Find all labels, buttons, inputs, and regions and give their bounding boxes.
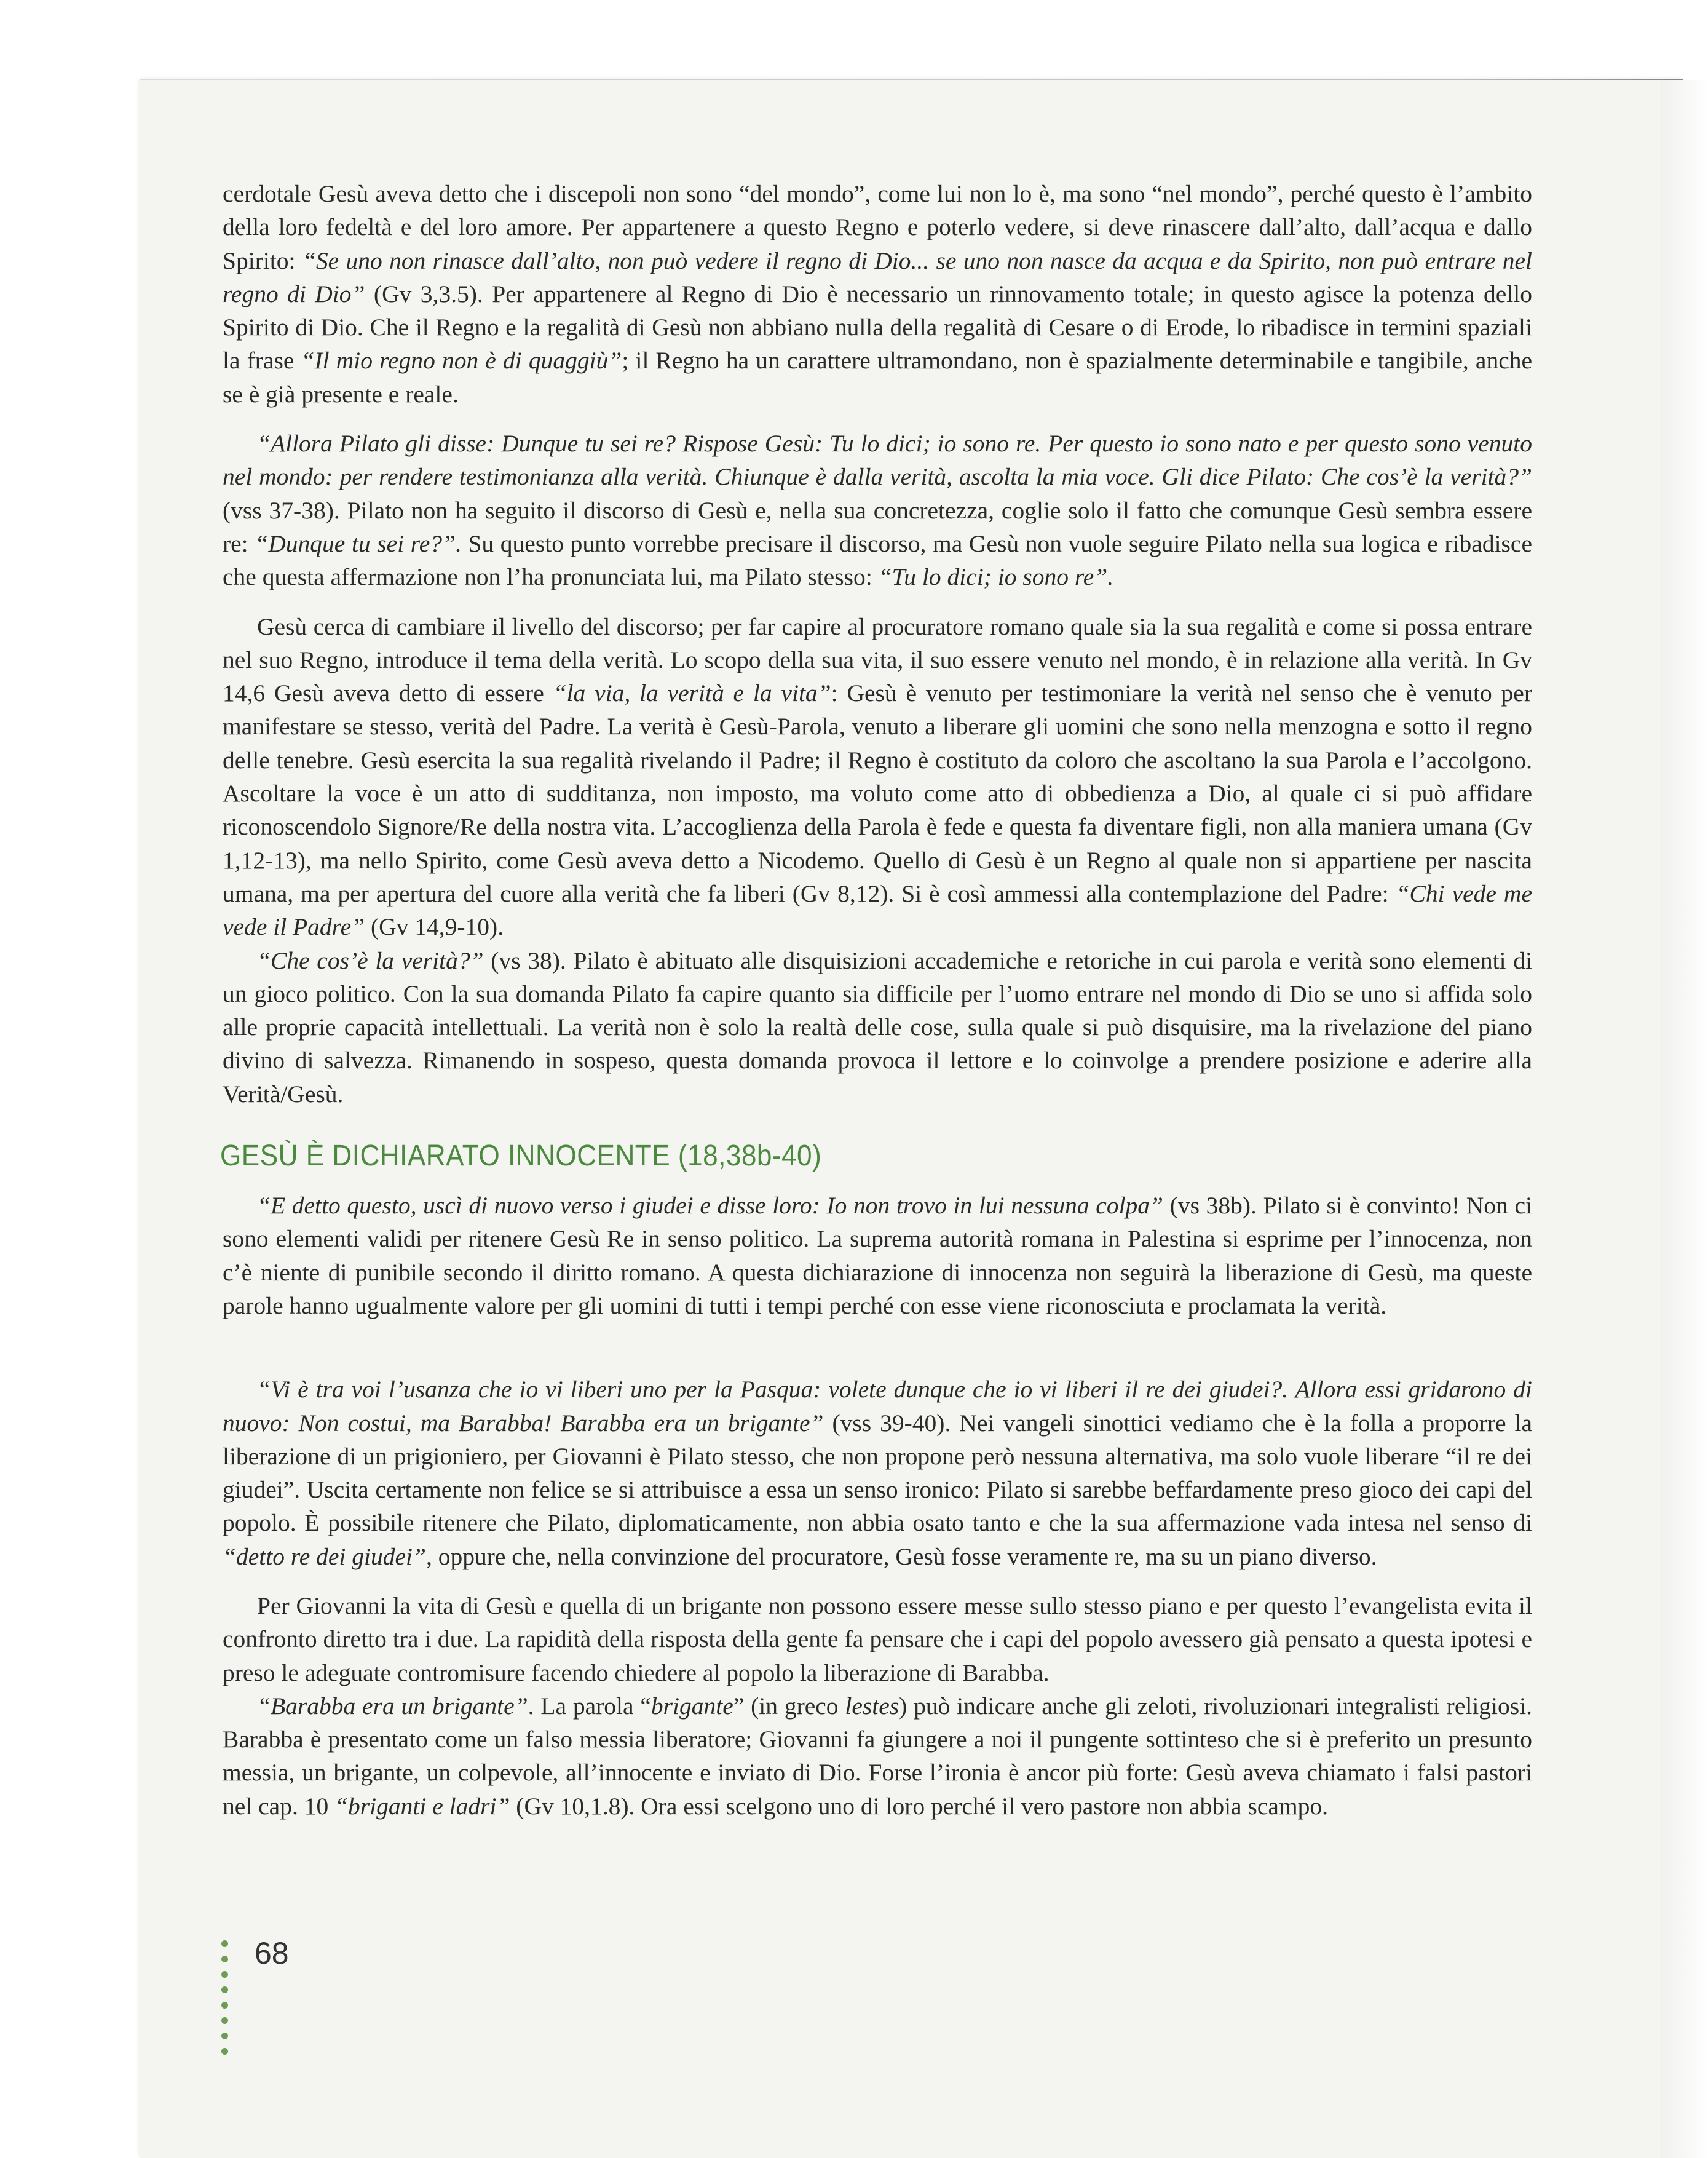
italic-quote: lestes bbox=[845, 1692, 899, 1720]
dot-icon bbox=[221, 1971, 228, 1978]
dot-icon bbox=[221, 1956, 228, 1962]
italic-quote: “Se uno non rinasce dall’alto, non può vedere il regno di Dio... se uno non nasce da acqua e da Spirito, non può entrare nel regno di Dio” bbox=[223, 247, 1532, 307]
text-run: Gesù cerca di cambiare il livello del discorso; per far capire al procuratore romano quale sia la sua regalità e come si possa entrare nel suo Regno, introduce il tema della verità. Lo scopo della sua vita, il suo essere venuto nel mondo, è in relazione alla verità. In Gv 14,6 Gesù aveva detto di essere bbox=[223, 613, 1532, 707]
text-run: (Gv 10,1.8). Ora essi scelgono uno di loro perché il vero pastore non abbia scampo. bbox=[510, 1792, 1329, 1820]
italic-quote: “Barabba era un brigante” bbox=[257, 1692, 528, 1720]
section-heading: GESÙ È DICHIARATO INNOCENTE (18,38b-40) bbox=[220, 1140, 822, 1173]
paragraph bbox=[223, 1589, 1532, 1689]
text-run: (Gv 3,3.5). Per appartenere al Regno di Dio è necessario un rinnovamento totale; in questo agisce la potenza dello Spirito di Dio. Che il Regno e la regalità di Gesù non abbiano nulla della regalità di Cesare o di Erode, lo ribadisce in termini spaziali la frase bbox=[223, 280, 1532, 375]
page-content bbox=[220, 177, 1533, 1839]
paragraph bbox=[223, 944, 1532, 1111]
italic-quote: “E detto questo, uscì di nuovo verso i giudei e disse loro: Io non trovo in lui nessuna colpa” bbox=[257, 1192, 1164, 1220]
dot-icon bbox=[221, 2017, 228, 2024]
text-run: ; il Regno ha un carattere ultramondano, non è spazialmente determinabile e tangibile, anche se è già presente e reale. bbox=[223, 347, 1533, 408]
text-run: Su questo punto vorrebbe precisare il discorso, ma Gesù non vuole seguire Pilato nella sua logica e ribadisce che questa affermazione non l’ha pronunciata lui, ma Pilato stesso: bbox=[223, 530, 1532, 591]
italic-quote: “Il mio regno non è di quaggiù” bbox=[301, 347, 622, 375]
italic-quote: “la via, la verità e la vita” bbox=[553, 680, 831, 707]
text-run: (Gv 14,9-10). bbox=[365, 913, 504, 941]
dot-icon bbox=[221, 1940, 228, 1947]
dot-icon bbox=[221, 1986, 228, 1993]
text-run: (vss 37-38). Pilato non ha seguito il discorso di Gesù e, nella sua concretezza, coglie solo il fatto che comunque Gesù sembra essere re: bbox=[223, 496, 1532, 557]
paragraph bbox=[223, 177, 1532, 411]
italic-quote: “detto re dei giudei” bbox=[223, 1542, 426, 1570]
paragraph bbox=[223, 1373, 1532, 1573]
text-run: cerdotale Gesù aveva detto che i discepoli non sono “del mondo”, come lui non lo è, ma sono “nel mondo”, perché questo è l’ambito della loro fedeltà e del loro amore. Per appartenere a questo Regno e poterlo vedere, si deve rinascere dall’alto, dall’acqua e dallo Spirito: bbox=[223, 180, 1532, 274]
paragraph bbox=[223, 1189, 1532, 1322]
text-run: : Gesù è venuto per testimoniare la verità nel senso che è venuto per manifestare se stesso, verità del Padre. La verità è Gesù-Parola, venuto a liberare gli uomini che sono nella menzogna e sotto il regno delle tenebre. Gesù esercita la sua regalità rivelando il Padre; il Regno è costituto da coloro che ascoltano la sua Parola e l’accolgono. Ascoltare la voce è un atto di sudditanza, non imposto, ma voluto come atto di obbedienza a Dio, al quale ci si può affidare riconoscendolo Signore/Re della nostra vita. L’accoglienza della Parola è fede e questa fa diventare figli, non alla maniera umana (Gv 1,12-13), ma nello Spirito, come Gesù aveva detto a Nicodemo. Quello di Gesù è un Regno al quale non si appartiene per nascita umana, ma per apertura del cuore alla verità che fa liberi (Gv 8,12). Si è così ammessi alla contemplazione del Padre: bbox=[223, 680, 1532, 907]
text-run: Per Giovanni la vita di Gesù e quella di un brigante non possono essere messe sullo stesso piano e per questo l’evangelista evita il confronto diretto tra i due. La rapidità della risposta della gente fa pensare che i capi del popolo avessero già pensato a questa ipotesi e preso le adeguate contromisure facendo chiedere al popolo la liberazione di Barabba. bbox=[223, 1592, 1532, 1686]
text-run: (vs 38). Pilato è abituato alle disquisizioni accademiche e retoriche in cui parola e verità sono elementi di un gioco politico. Con la sua domanda Pilato fa capire quanto sia difficile per l’uomo entrare nel mondo di Dio se uno si affida solo alle proprie capacità intellettuali. La verità non è solo la realtà delle cose, sulla quale si può disquisire, ma la rivelazione del piano divino di salvezza. Rimanendo in sospeso, questa domanda provoca il lettore e lo coinvolge a prendere posizione e aderire alla Verità/Gesù. bbox=[223, 946, 1532, 1108]
dot-icon bbox=[221, 2048, 228, 2055]
paragraph bbox=[223, 1689, 1532, 1823]
italic-quote: “Allora Pilato gli disse: Dunque tu sei re? Rispose Gesù: Tu lo dici; io sono re. Per questo io sono nato e per questo sono venuto nel mondo: per rendere testimonianza alla verità. Chiunque è dalla verità, ascolta la mia voce. Gli dice Pilato: Che cos’è la verità?” bbox=[223, 430, 1532, 491]
italic-quote: “Che cos’è la verità?” bbox=[257, 946, 484, 974]
italic-quote: “Chi vede me vede il Padre” bbox=[223, 879, 1532, 941]
italic-quote: “briganti e ladri” bbox=[334, 1792, 510, 1820]
dot-icon bbox=[221, 2033, 228, 2039]
text-run: , oppure che, nella convinzione del procuratore, Gesù fosse veramente re, ma su un piano diverso. bbox=[425, 1542, 1377, 1570]
text-run: . La parola “ bbox=[528, 1692, 651, 1720]
paragraph bbox=[223, 427, 1532, 593]
italic-quote: “Dunque tu sei re?”. bbox=[255, 530, 462, 557]
page-footer bbox=[221, 1936, 344, 2088]
page-number: 68 bbox=[255, 1936, 289, 1970]
dot-icon bbox=[221, 2002, 228, 2009]
italic-quote: brigante bbox=[650, 1692, 733, 1720]
paragraph bbox=[223, 610, 1532, 944]
text-run: (vs 38b). Pilato si è convinto! Non ci sono elementi validi per ritenere Gesù Re in senso politico. La suprema autorità romana in Palestina si esprime per l’innocenza, non c’è niente di punibile secondo il diritto romano. A questa dichiarazione di innocenza non seguirà la liberazione di Gesù, ma queste parole hanno ugualmente valore per gli uomini di tutti i tempi perché con esse viene riconosciuta e proclamata la verità. bbox=[223, 1192, 1532, 1319]
right-margin-strip bbox=[1660, 80, 1708, 2158]
italic-quote: “Vi è tra voi l’usanza che io vi liberi uno per la Pasqua: volete dunque che io vi liberi il re dei giudei?. Allora essi gridarono di nuovo: Non costui, ma Barabba! Barabba era un brigante” bbox=[223, 1376, 1532, 1437]
decorative-dots bbox=[221, 1940, 228, 2063]
text-run: ” (in greco bbox=[733, 1692, 845, 1720]
italic-quote: “Tu lo dici; io sono re”. bbox=[878, 563, 1114, 591]
text-run: ) può indicare anche gli zeloti, rivoluzionari integralisti religiosi. Barabba è presentato come un falso messia liberatore; Giovanni fa giungere a noi il pungente sottinteso che si è preferito un presunto messia, un brigante, un colpevole, all’innocente e inviato di Dio. Forse l’ironia è ancor più forte: Gesù aveva chiamato i falsi pastori nel cap. 10 bbox=[223, 1692, 1532, 1820]
text-run: (vss 39-40). Nei vangeli sinottici vediamo che è la folla a proporre la liberazione di un prigioniero, per Giovanni è Pilato stesso, che non propone però nessuna alternativa, ma solo vuole liberare “il re dei giudei”. Uscita certamente non felice se si attribuisce a essa un senso ironico: Pilato si sarebbe beffardamente preso gioco dei capi del popolo. È possibile ritenere che Pilato, diplomaticamente, non abbia osato tanto e che la sua affermazione vada intesa nel senso di bbox=[223, 1409, 1532, 1537]
